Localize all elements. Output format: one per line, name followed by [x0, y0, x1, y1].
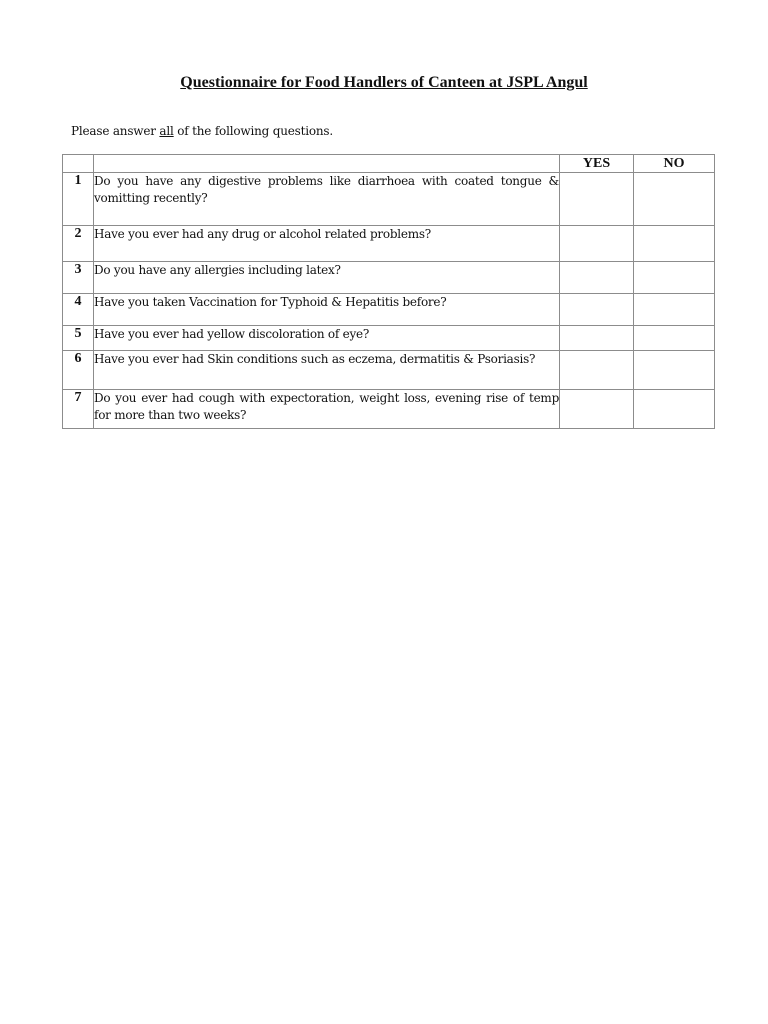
- table-row: [63, 294, 715, 326]
- yes-answer-cell[interactable]: [560, 226, 634, 262]
- instruction-emphasis: all: [159, 124, 174, 138]
- question-text: Have you ever had Skin conditions such as eczema, dermatitis & Psoriasis?: [94, 351, 560, 390]
- instruction-after: of the following questions.: [173, 124, 333, 138]
- row-number: 3: [63, 262, 94, 294]
- yes-answer-cell[interactable]: [560, 326, 634, 351]
- row-number: 2: [63, 226, 94, 262]
- questionnaire-table: [62, 154, 715, 429]
- instruction-text: [71, 124, 333, 138]
- row-number: 4: [63, 294, 94, 326]
- no-answer-cell[interactable]: [634, 351, 715, 390]
- no-answer-cell[interactable]: [634, 226, 715, 262]
- question-text: Have you taken Vaccination for Typhoid & Hepatitis before?: [94, 294, 560, 326]
- row-number: 6: [63, 351, 94, 390]
- table-row: [63, 390, 715, 429]
- question-text: Do you ever had cough with expectoration, weight loss, evening rise of temp for more than two weeks?: [94, 390, 560, 429]
- table-row: [63, 262, 715, 294]
- table-row: [63, 226, 715, 262]
- instruction-before: Please answer: [71, 124, 160, 138]
- no-answer-cell[interactable]: [634, 390, 715, 429]
- question-text: Do you have any digestive problems like diarrhoea with coated tongue & vomitting recently?: [94, 173, 560, 226]
- table-row: [63, 326, 715, 351]
- no-answer-cell[interactable]: [634, 262, 715, 294]
- row-number: 7: [63, 390, 94, 429]
- question-text: Have you ever had yellow discoloration of eye?: [94, 326, 560, 351]
- yes-answer-cell[interactable]: [560, 351, 634, 390]
- row-number: 1: [63, 173, 94, 226]
- header-no: NO: [634, 155, 715, 173]
- header-yes: YES: [560, 155, 634, 173]
- table-row: [63, 351, 715, 390]
- no-answer-cell[interactable]: [634, 173, 715, 226]
- header-question: [94, 155, 560, 173]
- header-row: [63, 155, 715, 173]
- header-number: [63, 155, 94, 173]
- yes-answer-cell[interactable]: [560, 294, 634, 326]
- row-number: 5: [63, 326, 94, 351]
- yes-answer-cell[interactable]: [560, 173, 634, 226]
- yes-answer-cell[interactable]: [560, 262, 634, 294]
- no-answer-cell[interactable]: [634, 326, 715, 351]
- question-text: Do you have any allergies including latex?: [94, 262, 560, 294]
- yes-answer-cell[interactable]: [560, 390, 634, 429]
- document-title: Questionnaire for Food Handlers of Canteen at JSPL Angul: [180, 74, 588, 91]
- question-text: Have you ever had any drug or alcohol related problems?: [94, 226, 560, 262]
- no-answer-cell[interactable]: [634, 294, 715, 326]
- table-row: [63, 173, 715, 226]
